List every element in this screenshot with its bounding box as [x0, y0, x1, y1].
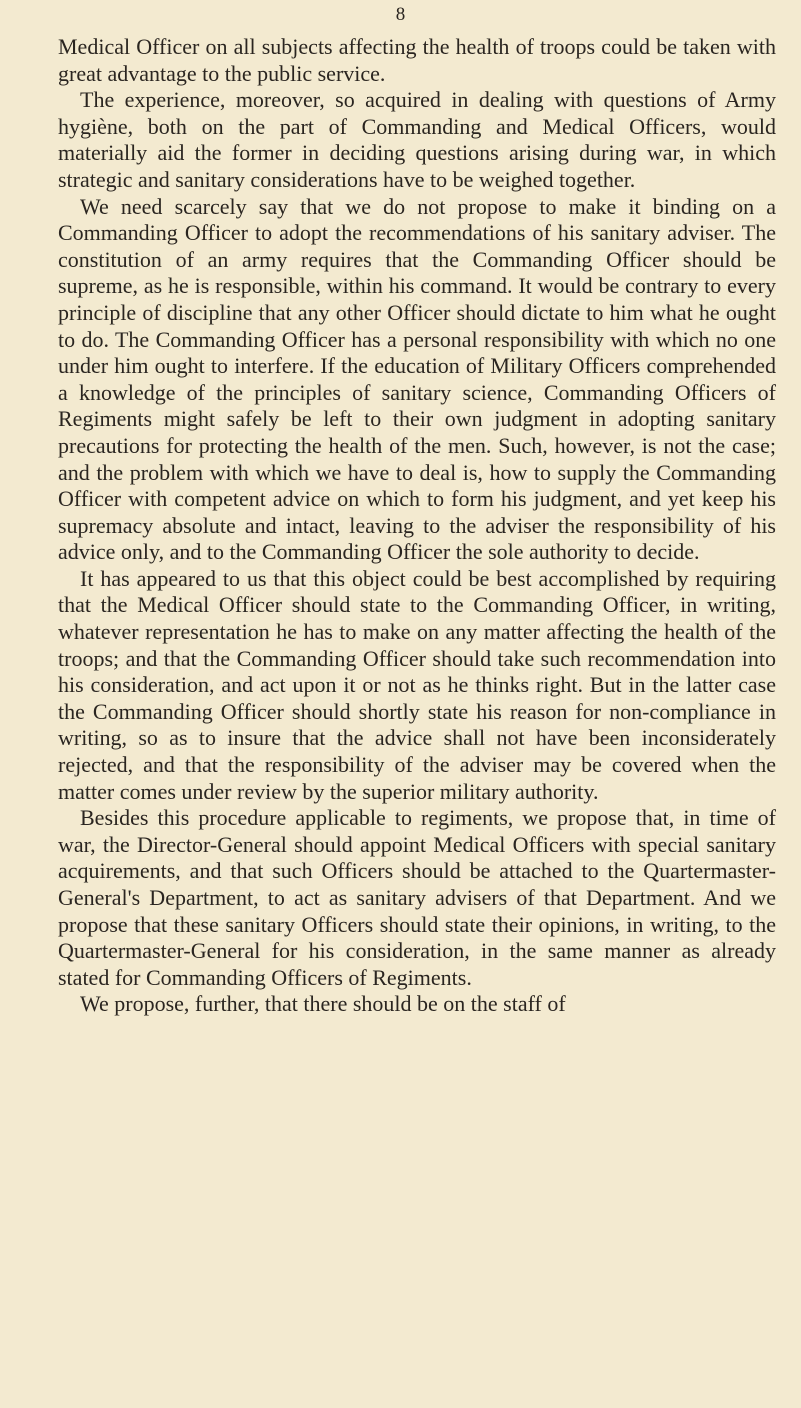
paragraph: Medical Officer on all subjects affecting the health of troops could be taken with great advantage to the public service. — [58, 34, 776, 86]
body-text — [58, 34, 776, 1018]
paragraph: It has appeared to us that this object could be best accomplished by requiring that the Medical Officer should state to the Commanding Officer, in writing, whatever representation he has to make on any matter affecting the health of the troops; and that the Commanding Officer should take such recommendation into his consideration, and act upon it or not as he thinks right. But in the latter case the Commanding Officer should shortly state his reason for non-compliance in writing, so as to insure that the advice shall not have been inconsiderately rejected, and that the responsibility of the adviser may be covered when the matter comes under review by the superior military authority. — [58, 565, 776, 804]
paragraph: We propose, further, that there should be on the staff of — [80, 991, 566, 1017]
paragraph: We need scarcely say that we do not propose to make it binding on a Commanding Officer to adopt the recommendations of his sanitary adviser. The constitution of an army requires that the Commanding Officer should be supreme, as he is responsible, within his command. It would be contrary to every principle of discipline that any other Officer should dictate to him what he ought to do. The Commanding Officer has a personal responsibility with which no one under him ought to interfere. If the education of Military Officers comprehended a knowledge of the principles of sanitary science, Commanding Officers of Regiments might safely be left to their own judgment in adopting sanitary precautions for protecting the health of the men. Such, however, is not the case; and the problem with which we have to deal is, how to supply the Commanding Officer with competent advice on which to form his judgment, and yet keep his supremacy absolute and intact, leaving to the adviser the responsibility of his advice only, and to the Commanding Officer the sole authority to decide. — [58, 193, 776, 565]
paragraph: Besides this procedure applicable to regiments, we propose that, in time of war, the Director-General should appoint Medical Officers with special sanitary acquirements, and that such Officers should be attached to the Quartermaster-General's Department, to act as sanitary advisers of that Department. And we propose that these sanitary Officers should state their opinions, in writing, to the Quartermaster-General for his consideration, in the same manner as already stated for Commanding Officers of Regiments. — [58, 805, 776, 990]
paragraph: The experience, moreover, so acquired in dealing with questions of Army hygiène, both on the part of Commanding and Medical Officers, would materially aid the former in deciding questions arising during war, in which strategic and sanitary considerations have to be weighed together. — [58, 87, 776, 192]
page-number: 8 — [395, 4, 406, 25]
